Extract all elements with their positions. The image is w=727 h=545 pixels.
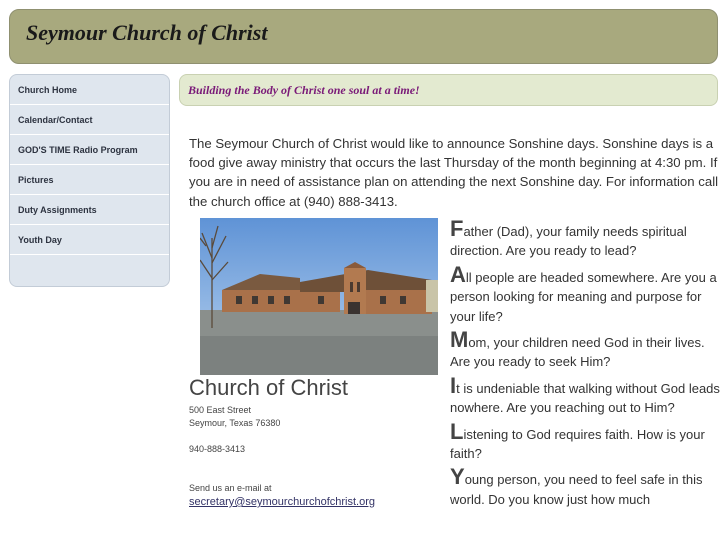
acrostic-text: om, your children need God in their lives. Are you ready to seek Him?: [450, 335, 705, 370]
tagline-text: Building the Body of Christ one soul at a time!: [188, 83, 420, 97]
site-header: [9, 9, 718, 64]
acrostic-item: [450, 418, 722, 464]
acrostic-item: [450, 464, 722, 509]
family-acrostic: [450, 216, 722, 513]
acrostic-letter: L: [450, 418, 464, 444]
phone-number: 940-888-3413: [189, 444, 246, 454]
acrostic-letter: F: [450, 216, 464, 241]
sidebar-nav: [9, 74, 170, 287]
sidebar-item-youth-day[interactable]: Youth Day: [10, 225, 169, 255]
sidebar-item-church-home[interactable]: Church Home: [10, 75, 169, 105]
site-title: Seymour Church of Christ: [26, 20, 268, 45]
acrostic-letter: I: [450, 372, 457, 398]
email-prompt: Send us an e-mail at: [189, 483, 272, 493]
sidebar-item-calendar-contact[interactable]: Calendar/Contact: [10, 105, 169, 135]
acrostic-item: [450, 327, 722, 372]
acrostic-letter: Y: [450, 464, 465, 490]
sidebar-item-radio-program[interactable]: GOD'S TIME Radio Program: [10, 135, 169, 165]
announcement-paragraph: The Seymour Church of Christ would like to announce Sonshine days. Sonshine days is a food give away ministry that occurs the last Thursday of the month beginning at 4:30 pm. If you are in need of assistance plan on attending the next Sonshine day. For information call the church office at (940) 888-3413.: [189, 136, 719, 209]
acrostic-item: [450, 216, 722, 261]
address-city: Seymour, Texas 76380: [189, 418, 281, 428]
email-link[interactable]: secretary@seymourchurchofchrist.org: [189, 496, 376, 508]
sidebar-item-duty-assignments[interactable]: Duty Assignments: [10, 195, 169, 225]
acrostic-text: t is undeniable that walking without God leads nowhere. Are you reaching out to Him?: [450, 380, 720, 416]
acrostic-text: istening to God requires faith. How is your faith?: [450, 426, 705, 462]
acrostic-text: ather (Dad), your family needs spiritual direction. Are you ready to lead?: [450, 224, 687, 259]
acrostic-text: oung person, you need to feel safe in this world. Do you know just how much: [450, 472, 703, 507]
acrostic-letter: A: [450, 261, 466, 287]
sidebar-item-pictures[interactable]: Pictures: [10, 165, 169, 195]
address-street: 500 East Street: [189, 405, 252, 415]
acrostic-item: [450, 372, 722, 418]
tagline-banner: [179, 74, 718, 106]
acrostic-letter: M: [450, 327, 469, 353]
church-name-heading: Church of Christ: [189, 375, 348, 400]
acrostic-text: ll people are headed somewhere. Are you a person looking for meaning and purpose for your life?: [450, 269, 717, 324]
church-building-photo: [200, 218, 438, 375]
acrostic-item: [450, 261, 722, 326]
